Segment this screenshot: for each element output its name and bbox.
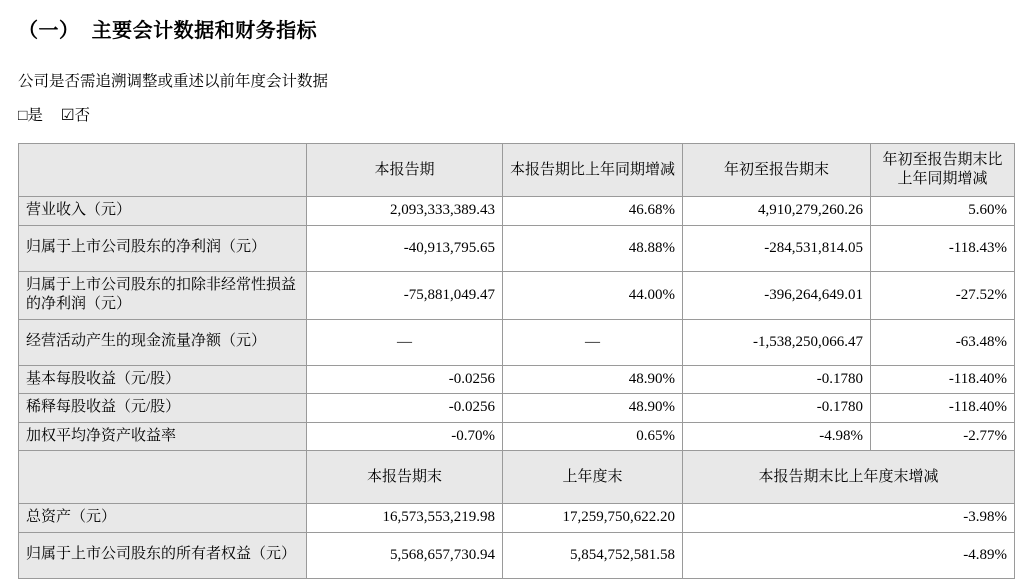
subheader-period-end: 本报告期末 xyxy=(307,451,503,504)
choice-no[interactable]: ☑否 xyxy=(60,107,91,124)
cell-ytd-yoy: -118.43% xyxy=(871,225,1015,271)
cell-ytd-yoy: -63.48% xyxy=(871,319,1015,365)
table-row xyxy=(19,532,1015,578)
subheader-prior-year-end: 上年度末 xyxy=(503,451,683,504)
cell-period-end: 16,573,553,219.98 xyxy=(307,504,503,533)
table-row xyxy=(19,394,1015,423)
table-row xyxy=(19,319,1015,365)
cell-current-period: -0.70% xyxy=(307,422,503,451)
row-label: 经营活动产生的现金流量净额（元） xyxy=(19,319,307,365)
cell-current-period-yoy: 0.65% xyxy=(503,422,683,451)
cell-current-period-yoy: 46.68% xyxy=(503,197,683,226)
header-corner xyxy=(19,144,307,197)
cell-ytd: -1,538,250,066.47 xyxy=(683,319,871,365)
yes-no-choice-group xyxy=(18,103,1014,125)
cell-ytd: -4.98% xyxy=(683,422,871,451)
table-row xyxy=(19,225,1015,271)
table-row xyxy=(19,271,1015,319)
cell-period-end: 5,568,657,730.94 xyxy=(307,532,503,578)
header-current-period-yoy: 本报告期比上年同期增减 xyxy=(503,144,683,197)
row-label: 稀释每股收益（元/股） xyxy=(19,394,307,423)
row-label: 加权平均净资产收益率 xyxy=(19,422,307,451)
cell-current-period: -75,881,049.47 xyxy=(307,271,503,319)
retrospective-adjustment-question: 公司是否需追溯调整或重述以前年度会计数据 xyxy=(18,73,329,90)
cell-ytd-yoy: -2.77% xyxy=(871,422,1015,451)
cell-current-period-yoy: 48.88% xyxy=(503,225,683,271)
choice-yes[interactable]: □是 xyxy=(18,107,43,124)
row-label: 营业收入（元） xyxy=(19,197,307,226)
table-row xyxy=(19,504,1015,533)
table-row xyxy=(19,365,1015,394)
financial-indicators-table xyxy=(18,143,1015,579)
cell-current-period-yoy: 48.90% xyxy=(503,365,683,394)
cell-ytd-yoy: -27.52% xyxy=(871,271,1015,319)
subheader-corner xyxy=(19,451,307,504)
cell-current-period: 2,093,333,389.43 xyxy=(307,197,503,226)
row-label: 基本每股收益（元/股） xyxy=(19,365,307,394)
cell-ytd-yoy: -118.40% xyxy=(871,394,1015,423)
cell-ytd-yoy: 5.60% xyxy=(871,197,1015,226)
cell-change: -4.89% xyxy=(683,532,1015,578)
cell-ytd-yoy: -118.40% xyxy=(871,365,1015,394)
cell-current-period: -0.0256 xyxy=(307,365,503,394)
header-ytd: 年初至报告期末 xyxy=(683,144,871,197)
cell-change: -3.98% xyxy=(683,504,1015,533)
table-row xyxy=(19,197,1015,226)
cell-current-period-yoy: 44.00% xyxy=(503,271,683,319)
table-row xyxy=(19,422,1015,451)
cell-ytd: -0.1780 xyxy=(683,365,871,394)
cell-prior-year-end: 17,259,750,622.20 xyxy=(503,504,683,533)
header-ytd-yoy: 年初至报告期末比上年同期增减 xyxy=(871,144,1015,197)
row-label: 归属于上市公司股东的所有者权益（元） xyxy=(19,532,307,578)
page-title: （一） 主要会计数据和财务指标 xyxy=(18,20,318,42)
cell-current-period: — xyxy=(307,319,503,365)
cell-ytd: -396,264,649.01 xyxy=(683,271,871,319)
header-current-period: 本报告期 xyxy=(307,144,503,197)
table-subheader-row xyxy=(19,451,1015,504)
cell-current-period: -0.0256 xyxy=(307,394,503,423)
cell-ytd: 4,910,279,260.26 xyxy=(683,197,871,226)
row-label: 归属于上市公司股东的扣除非经常性损益的净利润（元） xyxy=(19,271,307,319)
cell-current-period-yoy: 48.90% xyxy=(503,394,683,423)
cell-current-period: -40,913,795.65 xyxy=(307,225,503,271)
table-header-row xyxy=(19,144,1015,197)
cell-prior-year-end: 5,854,752,581.58 xyxy=(503,532,683,578)
cell-ytd: -284,531,814.05 xyxy=(683,225,871,271)
row-label: 总资产（元） xyxy=(19,504,307,533)
cell-current-period-yoy: — xyxy=(503,319,683,365)
cell-ytd: -0.1780 xyxy=(683,394,871,423)
row-label: 归属于上市公司股东的净利润（元） xyxy=(19,225,307,271)
subheader-change: 本报告期末比上年度末增减 xyxy=(683,451,1015,504)
